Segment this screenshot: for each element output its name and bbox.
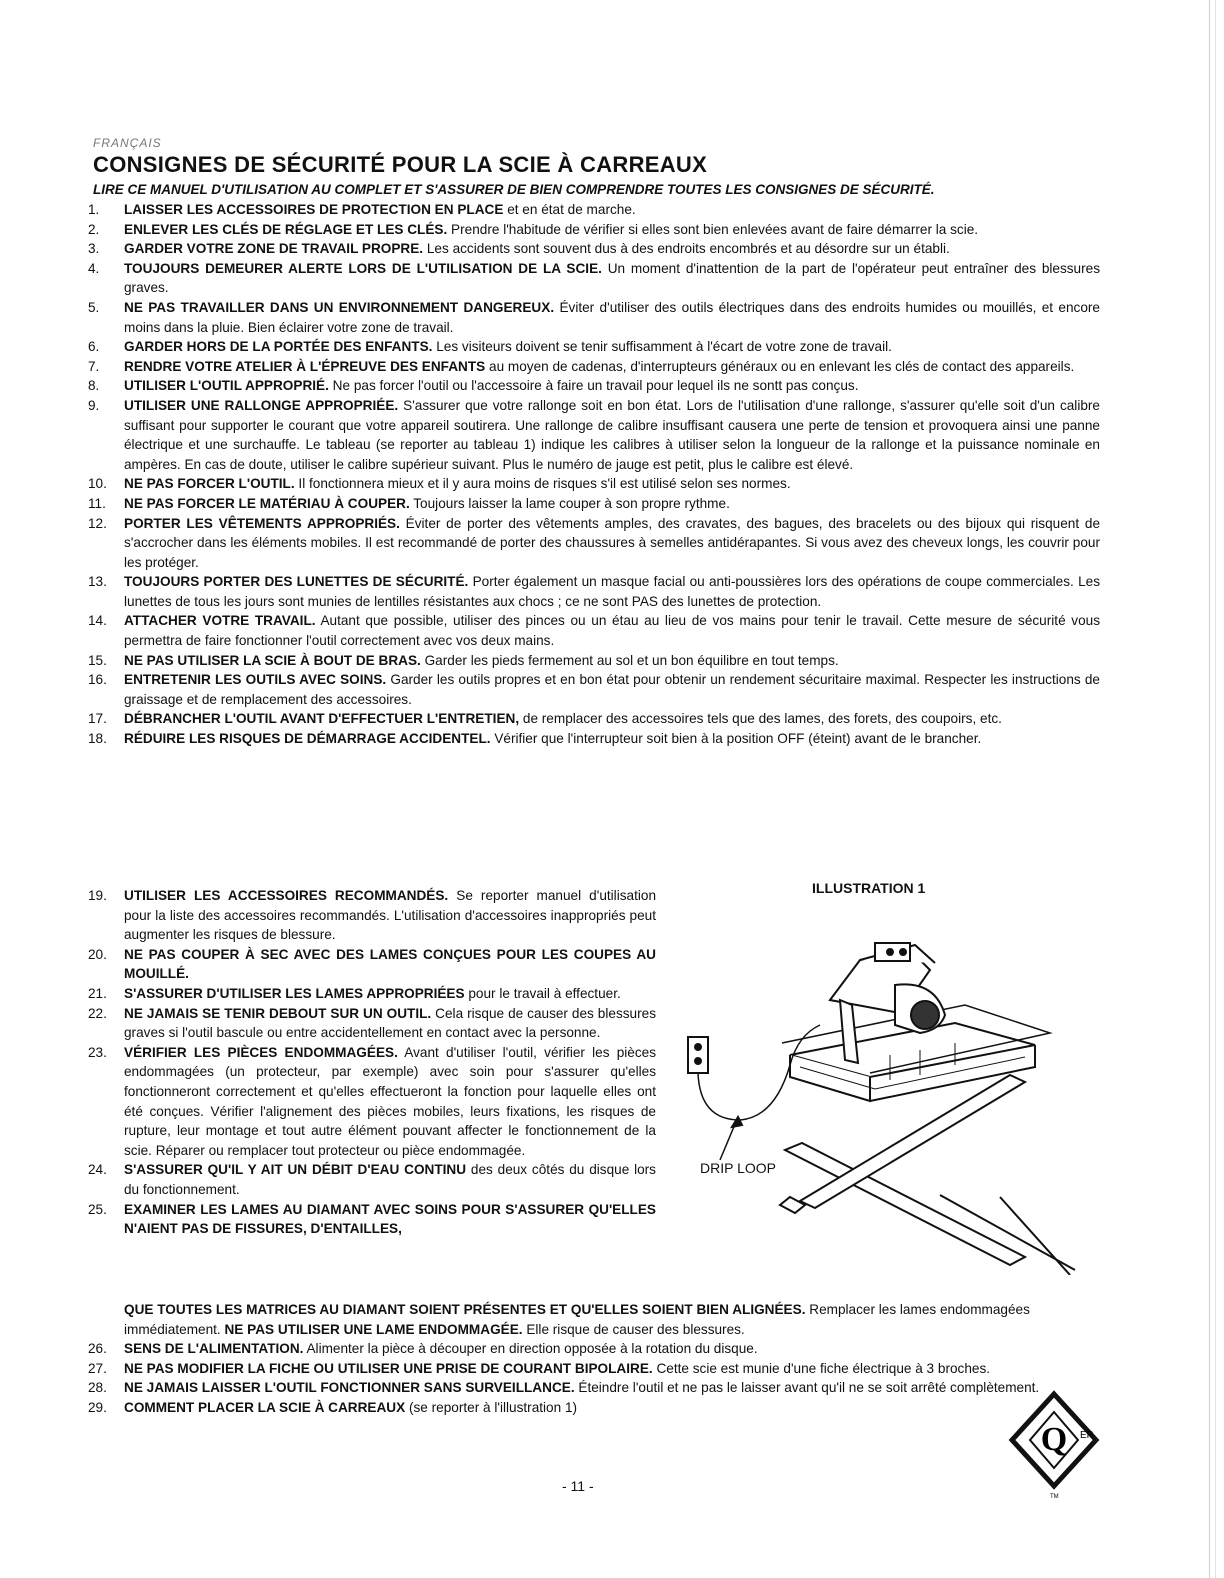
item-description: Les visiteurs doivent se tenir suffisamment à l'écart de votre zone de travail. [432,339,892,355]
qep-logo [1008,1390,1100,1502]
item-heading: EXAMINER LES LAMES AU DIAMANT AVEC SOINS POUR S'ASSURER QU'ELLES N'AIENT PAS DE FISSURES, D'ENTAILLES, [124,1201,656,1237]
item-text [124,984,656,1004]
item-number: 14. [88,613,107,629]
item-text [124,514,1100,573]
item-heading: LAISSER LES ACCESSOIRES DE PROTECTION EN PLACE [124,202,504,217]
item-heading: UTILISER UNE RALLONGE APPROPRIÉE. [124,397,399,413]
language-label: FRANÇAIS [93,136,162,150]
item-heading: ENLEVER LES CLÉS DE RÉGLAGE ET LES CLÉS. [124,221,448,237]
safety-item [88,1378,1100,1398]
item-heading: VÉRIFIER LES PIÈCES ENDOMMAGÉES. [124,1044,398,1060]
page-subtitle: LIRE CE MANUEL D'UTILISATION AU COMPLET ET S'ASSURER DE BIEN COMPRENDRE TOUTES LES CONSIGNES DE SÉCURITÉ. [93,182,935,197]
item-heading: NE PAS FORCER LE MATÉRIAU À COUPER. [124,495,410,511]
svg-text:EP: EP [1080,1430,1094,1441]
safety-item [88,239,1100,259]
item-description: Cela risque de causer des blessures graves si l'outil bascule ou entre accidentellement en contact avec la personne. [124,1005,656,1041]
item-text [124,200,1100,220]
item-text [124,1160,656,1199]
scan-edge-line [1209,0,1210,1578]
item-number: 23. [88,1044,107,1060]
item-description: Éviter de porter des vêtements amples, des cravates, des bagues, des bracelets ou des bijoux qui risquent de s'accrocher dans les éléments mobiles. Il est recommandé de porter des chaussures à semelles antidérapantes. Si vous avez des cheveux longs, les couvrir pour les protéger. [124,515,1100,570]
item-text [124,298,1100,337]
item-text [124,1339,1100,1359]
safety-item [88,1160,656,1199]
safety-list-full [88,200,1100,749]
safety-item [88,376,1100,396]
safety-list-bottom [88,1300,1100,1418]
item-description: Ne pas forcer l'outil ou l'accessoire à faire un travail pour lequel ils ne sontt pas conçus. [328,378,859,394]
item-text [124,474,1100,494]
item-heading: COMMENT PLACER LA SCIE À CARREAUX [124,1399,406,1415]
item-number: 10. [88,476,107,492]
item-number: 28. [88,1380,107,1396]
safety-item [88,357,1100,377]
item-heading: PORTER LES VÊTEMENTS APPROPRIÉS. [124,515,400,531]
item-number: 17. [88,711,107,727]
item-text [124,494,1100,514]
safety-item [88,1339,1100,1359]
item-number: 16. [88,672,107,688]
safety-item [88,709,1100,729]
item-description: Il fonctionnera mieux et il y aura moins de risques s'il est utilisé selon ses normes. [294,476,791,492]
item-heading: NE JAMAIS LAISSER L'OUTIL FONCTIONNER SANS SURVEILLANCE. [124,1380,575,1396]
safety-item [88,298,1100,337]
item-description: S'assurer que votre rallonge soit en bon état. Lors de l'utilisation d'une rallonge, s'assurer qu'elle soit d'un calibre suffisant pour supporter le courant que votre appareil soutirera. Une rallonge de calibre insuffisant causera une perte de tension et provoquera ainsi une panne électrique et une surchauffe. Le tableau (se reporter au tableau 1) indique les calibres à utiliser selon la longueur de la rallonge et la puissance nominale en ampères. En cas de doute, utiliser le calibre supérieur suivant. Plus le numéro de jauge est petit, plus le calibre est élevé. [124,397,1100,472]
safety-item [88,651,1100,671]
item-text [124,239,1100,259]
item-number: 27. [88,1360,107,1376]
item-number: 5. [88,299,100,315]
safety-list-narrow [88,886,656,1239]
item-text [124,357,1100,377]
item-description: au moyen de cadenas, d'interrupteurs généraux ou en enlevant les clés de contact des appareils. [485,358,1075,374]
svg-text:TM: TM [1050,1494,1059,1500]
item-description: Les accidents sont souvent dus à des endroits encombrés et au désordre sur un établi. [423,241,950,257]
item-number: 26. [88,1341,107,1357]
safety-item [88,1200,656,1239]
item-number: 18. [88,731,107,747]
scan-edge-line [1215,0,1216,1578]
item-heading: NE PAS COUPER À SEC AVEC DES LAMES CONÇUES POUR LES COUPES AU MOUILLÉ. [124,946,656,982]
safety-item [88,1004,656,1043]
item-text [124,1043,656,1161]
item-text [124,886,656,945]
safety-item [88,396,1100,474]
item-heading: NE PAS FORCER L'OUTIL. [124,476,295,492]
item-number: 15. [88,652,107,668]
item-heading: NE JAMAIS SE TENIR DEBOUT SUR UN OUTIL. [124,1005,432,1021]
item-25-continuation: QUE TOUTES LES MATRICES AU DIAMANT SOIENT PRÉSENTES ET QU'ELLES SOIENT BIEN ALIGNÉES. Remplacer les lames endommagées immédiatement. NE PAS UTILISER UNE LAME ENDOMMAGÉE. Elle risque de causer des blessures. [124,1302,1030,1337]
item-heading: TOUJOURS DEMEURER ALERTE LORS DE L'UTILISATION DE LA SCIE. [124,260,602,276]
item-number: 1. [88,202,100,217]
item-heading: NE PAS MODIFIER LA FICHE OU UTILISER UNE PRISE DE COURANT BIPOLAIRE. [124,1360,653,1376]
item-number: 11. [88,495,106,511]
safety-item [88,1359,1100,1379]
item-text [124,572,1100,611]
item-text [124,396,1100,474]
item-text [124,670,1100,709]
item-heading: NE PAS UTILISER LA SCIE À BOUT DE BRAS. [124,652,421,668]
drip-loop-callout: DRIP LOOP [700,1160,776,1176]
safety-item [88,984,656,1004]
item-description: Cette scie est munie d'une fiche électrique à 3 broches. [652,1360,991,1376]
item-text [124,220,1100,240]
item-description: Porter également un masque facial ou anti-poussières lors des opérations de coupe commerciales. Les lunettes de tous les jours sont munies de lentilles résistantes aux chocs ; ce ne sont PAS des lunettes de protection. [124,574,1100,609]
item-number: 6. [88,339,100,355]
item-number: 9. [88,397,100,413]
item-number: 2. [88,221,100,237]
item-heading: S'ASSURER D'UTILISER LES LAMES APPROPRIÉES [124,985,465,1001]
page-number: - 11 - [562,1478,594,1494]
item-number: 22. [88,1005,107,1021]
item-text [124,945,656,984]
safety-item [88,729,1100,749]
item-number: 21. [88,985,107,1001]
item-number: 25. [88,1201,107,1217]
safety-item [88,886,656,945]
item-heading: GARDER HORS DE LA PORTÉE DES ENFANTS. [124,339,433,355]
item-text [124,709,1100,729]
item-description: Autant que possible, utiliser des pinces ou un étau au lieu de vos mains pour tenir le travail. Cette mesure de sécurité vous permettra de faire fonctionner l'outil correctement avec vos deux mains. [124,613,1100,649]
safety-item [88,220,1100,240]
safety-item [88,337,1100,357]
item-description: et en état de marche. [503,202,636,217]
safety-item [88,1398,1100,1418]
item-heading: DÉBRANCHER L'OUTIL AVANT D'EFFECTUER L'ENTRETIEN, [124,711,520,727]
item-description: Vérifier que l'interrupteur soit bien à la position OFF (éteint) avant de le brancher. [490,731,982,747]
safety-item [88,572,1100,611]
safety-item [88,200,1100,220]
item-description: des deux côtés du disque lors du fonctionnement. [124,1162,656,1197]
item-text [124,1378,1100,1398]
illustration-label: ILLUSTRATION 1 [812,880,926,896]
safety-item [88,259,1100,298]
safety-item [88,514,1100,573]
item-text [124,611,1100,650]
item-description: Éteindre l'outil et ne pas le laisser avant qu'il ne se soit arrêté complètement. [574,1380,1040,1396]
item-description: Garder les outils propres et en bon état pour obtenir un rendement sécuritaire maximal. Respecter les instructions de graissage et de remplacement des accessoires. [124,672,1100,707]
item-text [124,1359,1100,1379]
safety-item [88,494,1100,514]
item-heading: UTILISER LES ACCESSOIRES RECOMMANDÉS. [124,888,449,903]
item-heading: S'ASSURER QU'IL Y AIT UN DÉBIT D'EAU CONTINU [124,1162,467,1178]
item-description: Un moment d'inattention de la part de l'opérateur peut entraîner des blessures graves. [124,260,1100,296]
item-description: Garder les pieds fermement au sol et un bon équilibre en tout temps. [420,652,839,668]
safety-item [88,945,656,984]
page-title: CONSIGNES DE SÉCURITÉ POUR LA SCIE À CARREAUX [93,152,708,177]
item-text [124,729,1100,749]
item-number: 24. [88,1162,107,1178]
item-text [124,1200,656,1239]
item-description: Toujours laisser la lame couper à son propre rythme. [409,495,730,511]
item-text [124,1398,1100,1418]
item-heading: RENDRE VOTRE ATELIER À L'ÉPREUVE DES ENFANTS [124,358,486,374]
item-description: Avant d'utiliser l'outil, vérifier les pièces endommagées (un protecteur, par exemple) avec soin pour s'assurer qu'elles fonctionneront correctement et qu'elles effectueront la fonction pour laquelle elles ont été conçues. Vérifier l'alignement des pièces mobiles, leurs fixations, les risques de rupture, leur montage et tout autre élément pouvant affecter le fonctionnement de la scie. Réparer ou remplacer tout protecteur ou pièce endommagée. [124,1044,656,1158]
item-heading: SENS DE L'ALIMENTATION. [124,1341,304,1357]
item-text [124,259,1100,298]
item-heading: RÉDUIRE LES RISQUES DE DÉMARRAGE ACCIDENTEL. [124,731,491,747]
item-number: 3. [88,241,100,257]
item-description: Se reporter manuel d'utilisation pour la liste des accessoires recommandés. L'utilisation d'accessoires inappropriés peut augmenter les risques de blessure. [124,888,656,943]
item-description: Éviter d'utiliser des outils électriques dans des endroits humides ou mouillés, et encore moins dans la pluie. Bien éclairer votre zone de travail. [124,299,1100,335]
item-number: 20. [88,946,107,962]
item-description: Prendre l'habitude de vérifier si elles sont bien enlevées avant de faire démarrer la scie. [447,221,979,237]
svg-text:Q: Q [1040,1421,1068,1458]
item-number: 7. [88,358,100,374]
item-number: 19. [88,888,107,903]
item-text [124,1004,656,1043]
item-number: 12. [88,515,107,531]
item-heading: NE PAS TRAVAILLER DANS UN ENVIRONNEMENT DANGEREUX. [124,299,555,315]
item-number: 8. [88,378,100,394]
safety-item [88,611,1100,650]
safety-item [88,670,1100,709]
safety-item [88,1043,656,1161]
item-heading: GARDER VOTRE ZONE DE TRAVAIL PROPRE. [124,241,424,257]
item-heading: ENTRETENIR LES OUTILS AVEC SOINS. [124,672,387,688]
item-text [124,376,1100,396]
item-description: pour le travail à effectuer. [464,985,621,1001]
item-text [124,651,1100,671]
item-description: (se reporter à l'illustration 1) [405,1399,578,1415]
item-number: 4. [88,260,100,276]
tile-saw-illustration [680,905,1080,1275]
item-heading: UTILISER L'OUTIL APPROPRIÉ. [124,378,329,394]
item-heading: TOUJOURS PORTER DES LUNETTES DE SÉCURITÉ. [124,574,469,590]
item-text [124,337,1100,357]
item-description: Alimenter la pièce à découper en direction opposée à la rotation du disque. [303,1341,758,1357]
item-number: 29. [88,1399,107,1415]
item-description: de remplacer des accessoires tels que des lames, des forets, des coupoirs, etc. [519,711,1002,727]
safety-item [88,474,1100,494]
item-heading: ATTACHER VOTRE TRAVAIL. [124,613,316,629]
item-number: 13. [88,574,107,590]
